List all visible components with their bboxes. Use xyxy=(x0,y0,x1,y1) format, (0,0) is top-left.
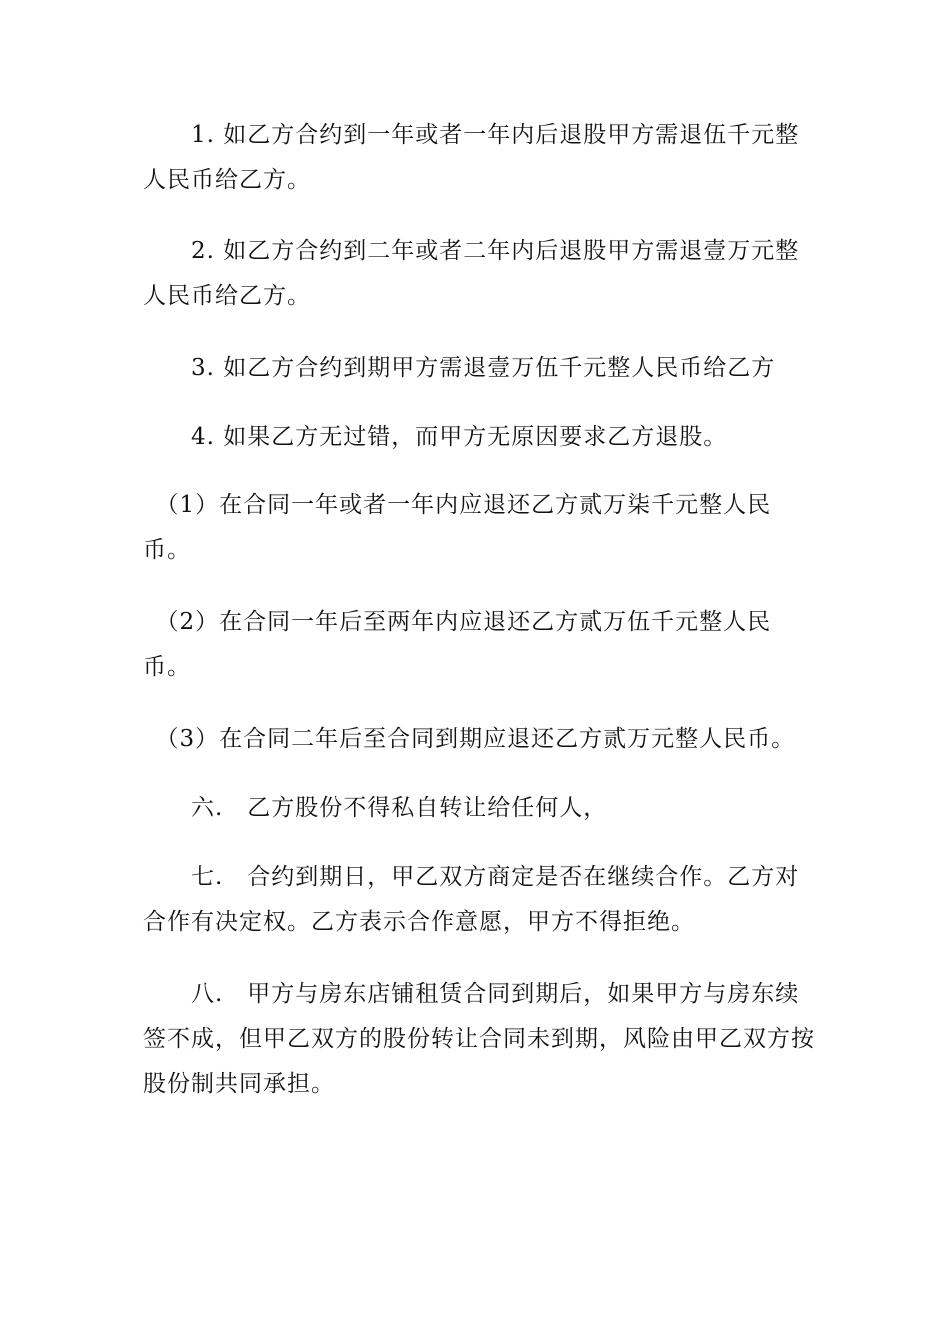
clause-2-line-1: 2. 如乙方合约到二年或者二年内后退股甲方需退壹万元整 xyxy=(143,238,800,264)
sub-clause-3-line-1: （3）在合同二年后至合同到期应退还乙方贰万元整人民币。 xyxy=(143,726,796,752)
sub-clause-3 xyxy=(143,717,809,762)
clause-eight-line-2: 签不成，但甲乙双方的股份转让合同未到期，风险由甲乙双方按 xyxy=(143,1026,815,1052)
clause-1 xyxy=(143,113,809,203)
clause-2 xyxy=(143,229,809,319)
sub-clause-1-line-2: 币。 xyxy=(143,537,191,563)
clause-seven-line-2: 合作有决定权。乙方表示合作意愿，甲方不得拒绝。 xyxy=(143,909,695,935)
sub-clause-1-line-1: （1）在合同一年或者一年内应退还乙方贰万柒千元整人民 xyxy=(143,492,772,518)
clause-1-line-2: 人民币给乙方。 xyxy=(143,167,311,193)
clause-six-line-1: 六. 乙方股份不得私自转让给任何人， xyxy=(143,795,608,821)
sub-clause-2 xyxy=(143,600,809,690)
clause-4-line-1: 4. 如果乙方无过错，而甲方无原因要求乙方退股。 xyxy=(143,424,728,450)
sub-clause-2-line-1: （2）在合同一年后至两年内应退还乙方贰万伍千元整人民 xyxy=(143,609,772,635)
sub-clause-1 xyxy=(143,483,809,573)
clause-eight-line-1: 八. 甲方与房东店铺租赁合同到期后，如果甲方与房东续 xyxy=(143,981,800,1007)
clause-six xyxy=(143,786,809,831)
clause-3-line-1: 3. 如乙方合约到期甲方需退壹万伍千元整人民币给乙方 xyxy=(143,355,776,381)
clause-3 xyxy=(143,346,809,391)
clause-eight-line-3: 股份制共同承担。 xyxy=(143,1071,335,1097)
sub-clause-2-line-2: 币。 xyxy=(143,654,191,680)
clause-1-line-1: 1. 如乙方合约到一年或者一年内后退股甲方需退伍千元整 xyxy=(143,122,800,148)
clause-2-line-2: 人民币给乙方。 xyxy=(143,283,311,309)
clause-seven xyxy=(143,855,809,945)
clause-4 xyxy=(143,415,809,460)
clause-eight xyxy=(143,972,815,1107)
clause-seven-line-1: 七. 合约到期日，甲乙双方商定是否在继续合作。乙方对 xyxy=(143,864,800,890)
